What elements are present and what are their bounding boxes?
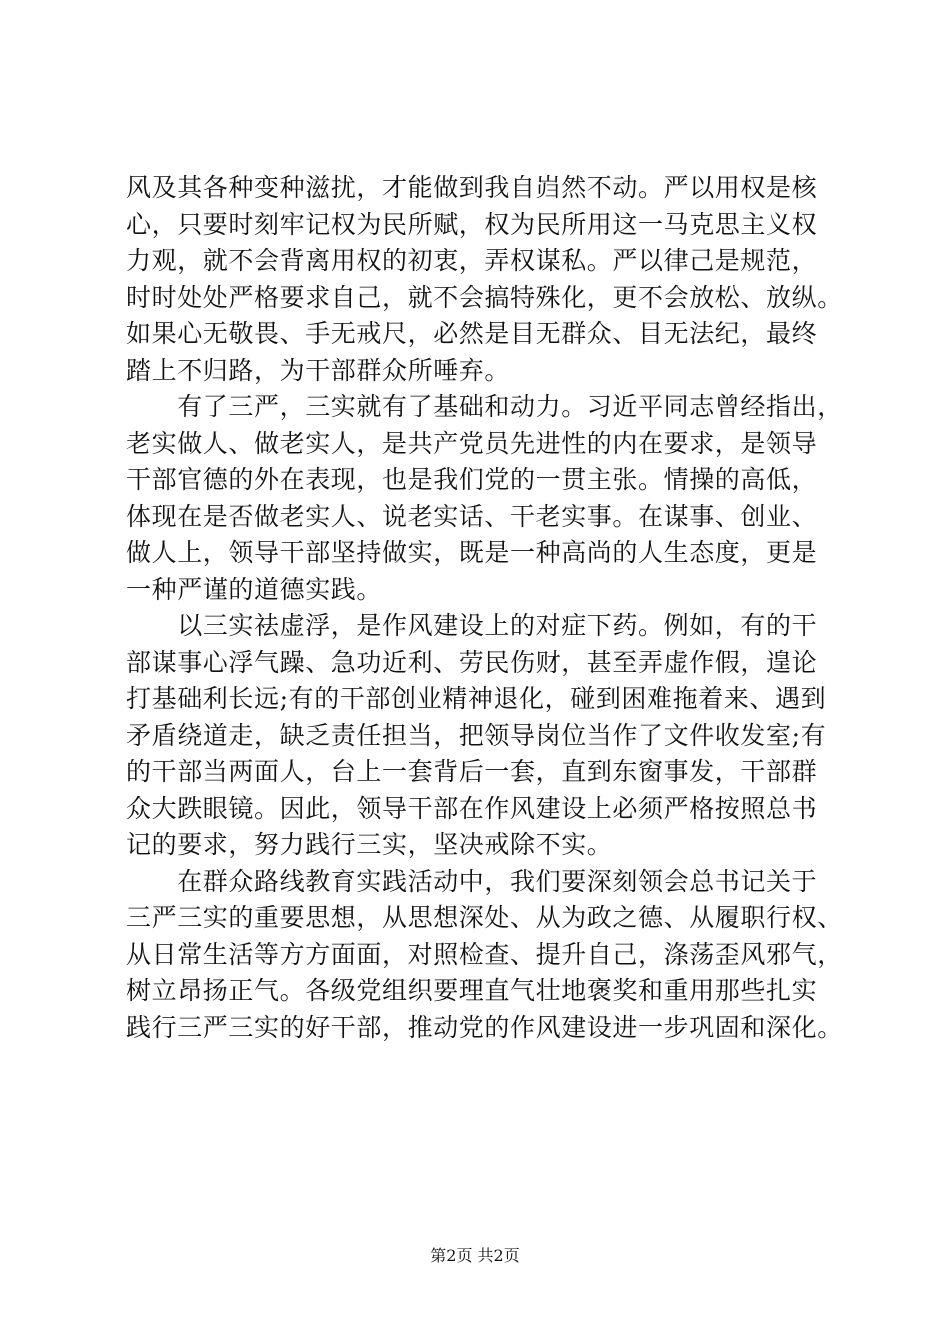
page-footer <box>0 1245 950 1267</box>
text-line: 踏上不归路，为干部群众所唾弃。 <box>126 355 511 385</box>
text-line: 践行三严三实的好干部，推动党的作风建设进一步巩固和深化。 <box>126 1012 843 1042</box>
text-line: 做人上，领导干部坚持做实，既是一种高尚的人生态度，更是 <box>126 538 818 567</box>
text-line: 干部官德的外在表现，也是我们党的一贯主张。情操的高低， <box>126 465 818 494</box>
text-line: 在群众路线教育实践活动中，我们要深刻领会总书记关于 <box>126 866 818 896</box>
text-line: 矛盾绕道走，缺乏责任担当，把领导岗位当作了文件收发室;有 <box>126 720 827 750</box>
text-line: 记的要求，努力践行三实，坚决戒除不实。 <box>126 830 613 859</box>
text-line: 三严三实的重要思想，从思想深处、从为政之德、从履职行权、 <box>126 903 843 932</box>
text-line: 力观，就不会背离用权的初衷，弄权谋私。严以律己是规范， <box>126 246 818 275</box>
text-line: 时时处处严格要求自己，就不会搞特殊化，更不会放松、放纵。 <box>126 282 843 312</box>
text-line: 有了三严，三实就有了基础和动力。习近平同志曾经指出， <box>126 392 843 421</box>
text-line: 众大跌眼镜。因此，领导干部在作风建设上必须严格按照总书 <box>126 793 818 823</box>
text-line: 体现在是否做老实人、说老实话、干老实事。在谋事、创业、 <box>126 501 818 531</box>
text-line: 部谋事心浮气躁、急功近利、劳民伤财，甚至弄虚作假，遑论 <box>126 647 818 677</box>
text-line: 心，只要时刻牢记权为民所赋，权为民所用这一马克思主义权 <box>126 209 818 239</box>
text-line: 打基础利长远;有的干部创业精神退化，碰到困难拖着来、遇到 <box>126 684 827 713</box>
page-number-label: 第2页 共2页 <box>430 1246 520 1265</box>
text-line: 老实做人、做老实人，是共产党员先进性的内在要求，是领导 <box>126 428 818 458</box>
text-line: 风及其各种变种滋扰，才能做到我自岿然不动。严以用权是核 <box>126 173 818 202</box>
text-line: 的干部当两面人，台上一套背后一套，直到东窗事发，干部群 <box>126 757 818 786</box>
text-line: 从日常生活等方方面面，对照检查、提升自己，涤荡歪风邪气， <box>126 939 843 969</box>
document-body <box>126 170 843 1046</box>
text-line: 如果心无敬畏、手无戒尺，必然是目无群众、目无法纪，最终 <box>126 319 818 348</box>
text-line: 以三实祛虚浮，是作风建设上的对症下药。例如，有的干 <box>126 611 818 640</box>
text-line: 树立昂扬正气。各级党组织要理直气壮地褒奖和重用那些扎实 <box>126 976 818 1005</box>
text-line: 一种严谨的道德实践。 <box>126 574 383 604</box>
